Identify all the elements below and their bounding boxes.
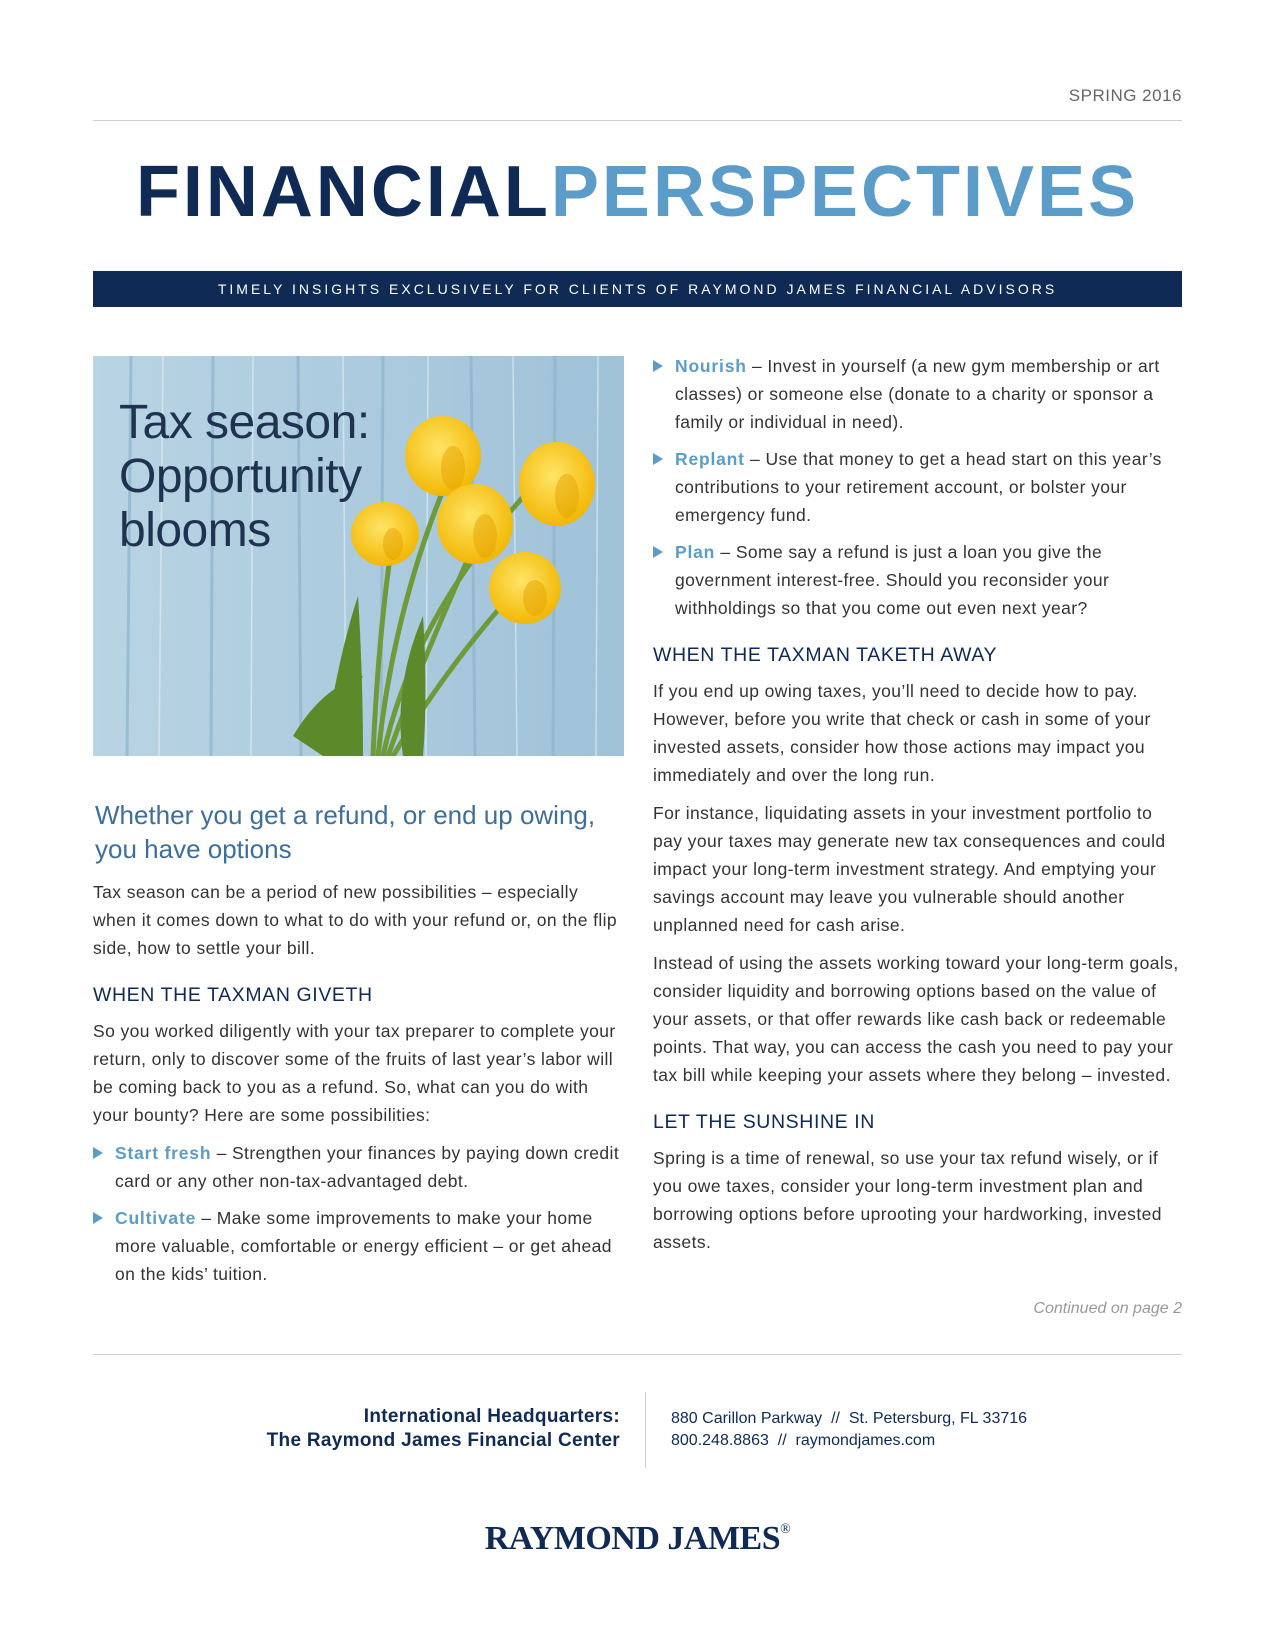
triangle-bullet-icon <box>653 453 663 465</box>
top-divider <box>93 120 1182 121</box>
list-item <box>93 1204 624 1288</box>
list-item <box>653 445 1182 529</box>
bullet-text: – Some say a refund is just a loan you give the government interest-free. Should you reconsider your withholdings so that you come out even next year? <box>675 542 1110 618</box>
list-item <box>93 1139 624 1195</box>
triangle-bullet-icon <box>653 546 663 558</box>
triangle-bullet-icon <box>93 1147 103 1159</box>
address-line: 880 Carillon Parkway // St. Petersburg, FL 33716 <box>671 1410 1028 1427</box>
registered-mark: ® <box>780 1522 791 1537</box>
hero-title <box>119 396 370 558</box>
masthead-part2: PERSPECTIVES <box>550 152 1140 232</box>
bullet-keyword: Start fresh <box>115 1143 212 1163</box>
bullet-text: – Make some improvements to make your home more valuable, comfortable or energy efficient – or get ahead on the kids’ tuition. <box>115 1208 612 1284</box>
left-column <box>93 798 624 1297</box>
taketh-paragraph-1: If you end up owing taxes, you’ll need to decide how to pay. However, before you write that check or cash in some of your invested assets, consider how those actions may impact you immediately and over the long run. <box>653 681 1151 785</box>
triangle-bullet-icon <box>93 1212 103 1224</box>
article-subhead: Whether you get a refund, or end up owing, you have options <box>95 800 596 864</box>
intro-paragraph: Tax season can be a period of new possibilities – especially when it comes down to what to do with your refund or, on the flip side, how to settle your bill. <box>93 882 618 958</box>
hero-title-line: Opportunity <box>119 450 362 503</box>
raymond-james-logo <box>0 1520 1275 1558</box>
giveth-paragraph: So you worked diligently with your tax preparer to complete your return, only to discover some of the fruits of last year’s labor will be coming back to you as a refund. So, what can you do with your bounty? Here are some possibilities: <box>93 1021 616 1125</box>
bullet-text: – Strengthen your finances by paying down credit card or any other non-tax-advantaged debt. <box>115 1143 620 1191</box>
taketh-paragraph-3: Instead of using the assets working toward your long-term goals, consider liquidity and borrowing options based on the value of your assets, or that offer rewards like cash back or redeemable points. That way, you can access the cash you need to pay your tax bill while keeping your assets where they belong – invested. <box>653 953 1179 1085</box>
bullet-keyword: Plan <box>675 542 716 562</box>
refund-options-list-b <box>653 352 1182 622</box>
sunshine-paragraph: Spring is a time of renewal, so use your tax refund wisely, or if you owe taxes, consider your long-term investment plan and borrowing options before uprooting your hardworking, invested assets. <box>653 1148 1162 1252</box>
section-title-giveth: WHEN THE TAXMAN GIVETH <box>93 984 373 1006</box>
contact-block <box>671 1408 1027 1452</box>
hero-image <box>93 356 624 756</box>
bullet-keyword: Nourish <box>675 356 747 376</box>
bullet-text: – Invest in yourself (a new gym membership or art classes) or someone else (donate to a charity or sponsor a family or individual in need). <box>675 356 1160 432</box>
tagline-bar: TIMELY INSIGHTS EXCLUSIVELY FOR CLIENTS OF RAYMOND JAMES FINANCIAL ADVISORS <box>93 271 1182 307</box>
hq-line: The Raymond James Financial Center <box>266 1430 620 1451</box>
refund-options-list-a <box>93 1139 624 1288</box>
hero-title-line: blooms <box>119 504 271 557</box>
hero-title-line: Tax season: <box>119 396 370 449</box>
continued-link[interactable]: Continued on page 2 <box>1033 1300 1182 1317</box>
section-title-sunshine: LET THE SUNSHINE IN <box>653 1111 875 1133</box>
phone-web-line[interactable]: 800.248.8863 // raymondjames.com <box>671 1432 936 1449</box>
bullet-text: – Use that money to get a head start on this year’s contributions to your retirement account, or bolster your emergency fund. <box>675 449 1162 525</box>
bullet-keyword: Replant <box>675 449 745 469</box>
headquarters-block <box>93 1405 620 1453</box>
hq-line: International Headquarters: <box>363 1406 620 1427</box>
masthead-part1: FINANCIAL <box>135 152 551 232</box>
list-item <box>653 352 1182 436</box>
list-item <box>653 538 1182 622</box>
right-column <box>653 352 1182 1266</box>
triangle-bullet-icon <box>653 360 663 372</box>
taketh-paragraph-2: For instance, liquidating assets in your investment portfolio to pay your taxes may generate new tax consequences and could impact your long-term investment strategy. And emptying your savings account may leave you vulnerable should another unplanned need for cash arise. <box>653 803 1166 935</box>
edition-label: SPRING 2016 <box>1068 86 1182 105</box>
masthead <box>93 150 1182 234</box>
logo-text: RAYMOND JAMES <box>484 1520 781 1557</box>
footer-vertical-divider <box>645 1392 646 1468</box>
bottom-divider <box>93 1354 1182 1355</box>
bullet-keyword: Cultivate <box>115 1208 197 1228</box>
section-title-taketh: WHEN THE TAXMAN TAKETH AWAY <box>653 644 998 666</box>
